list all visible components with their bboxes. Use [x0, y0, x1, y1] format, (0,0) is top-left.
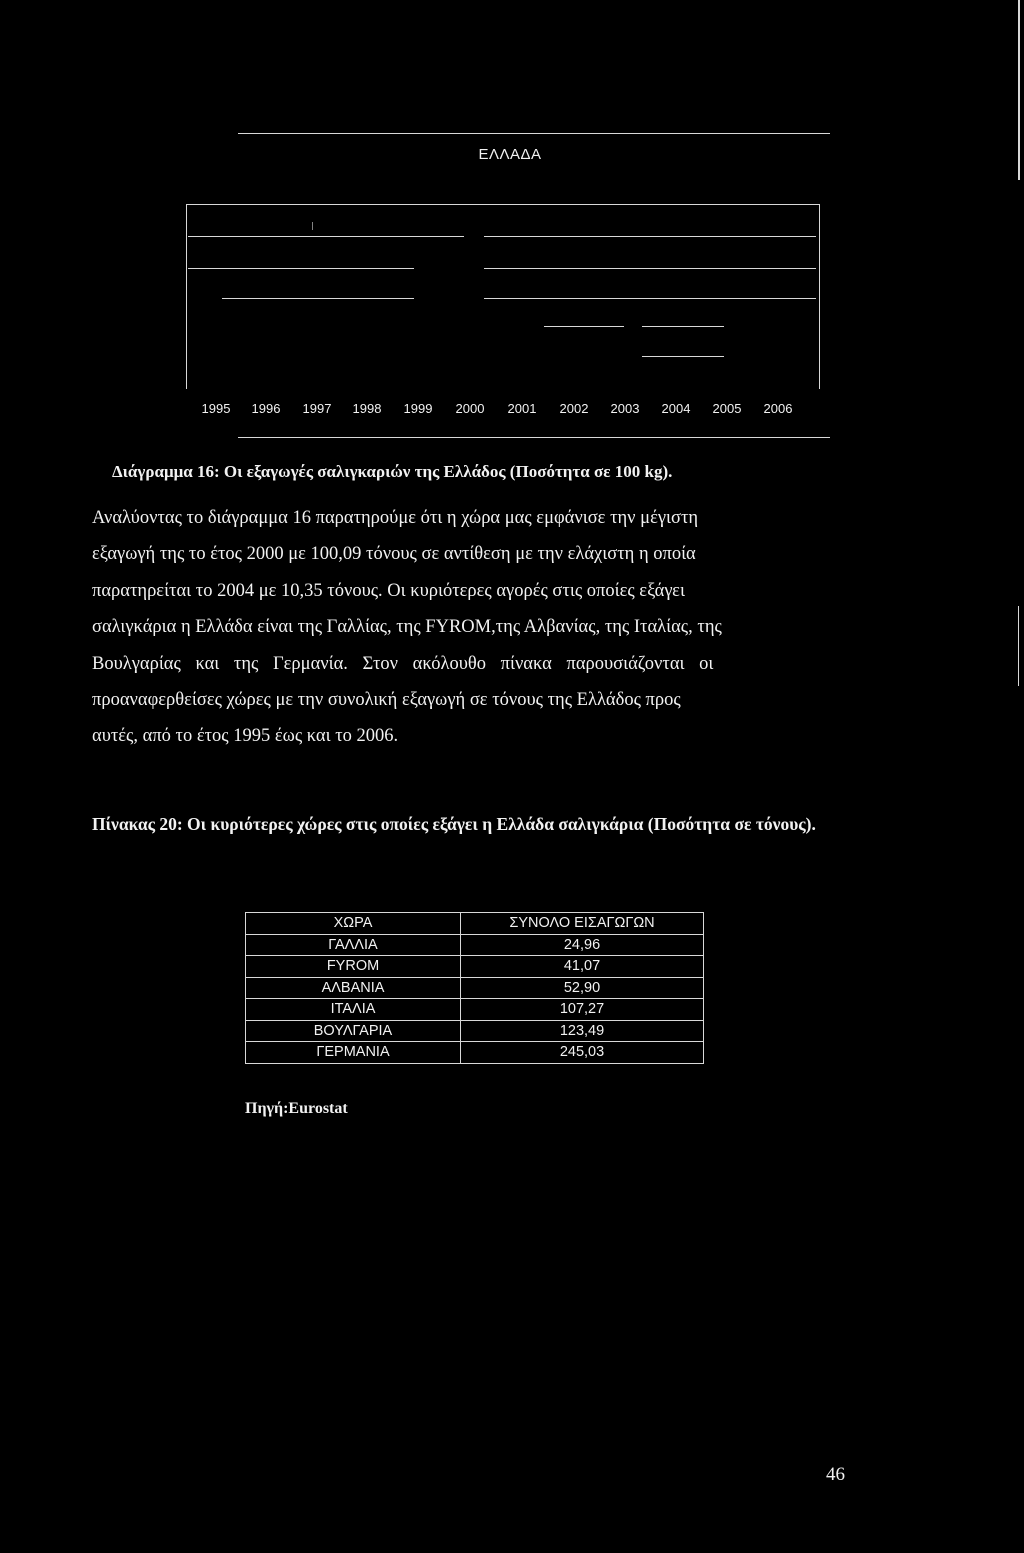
gridline: [642, 356, 724, 357]
gridline: [188, 268, 414, 269]
gridline: [188, 236, 464, 237]
x-tick-label: 2006: [763, 401, 793, 416]
value-cell: 123,49: [461, 1020, 704, 1042]
paragraph-line: παρατηρείται το 2004 με 10,35 τόνους. Οι κυριότερες αγορές στις οποίες εξάγει: [92, 580, 685, 601]
table-row: [246, 977, 704, 999]
x-tick-label: 1998: [352, 401, 382, 416]
value-cell: 52,90: [461, 977, 704, 999]
exports-table: [245, 912, 704, 1064]
scan-edge-mark: [1018, 606, 1019, 686]
table-row: [246, 1020, 704, 1042]
country-cell: ΓΑΛΛΙΑ: [246, 934, 461, 956]
table-row: [246, 956, 704, 978]
page-number: 46: [826, 1464, 845, 1485]
gridline: [484, 298, 816, 299]
country-cell: ΓΕΡΜΑΝΙΑ: [246, 1042, 461, 1064]
gridline: [544, 326, 624, 327]
x-tick-label: 2001: [507, 401, 537, 416]
country-cell: FYROM: [246, 956, 461, 978]
paragraph-line: εξαγωγή της το έτος 2000 με 100,09 τόνους σε αντίθεση με την ελάχιστη η οποία: [92, 544, 696, 565]
chart-top-rule: [238, 133, 830, 134]
grid-mark: [312, 222, 313, 230]
chart-title: ΕΛΛΑΔΑ: [478, 146, 542, 163]
gridline: [484, 268, 816, 269]
x-tick-label: 2003: [610, 401, 640, 416]
value-cell: 245,03: [461, 1042, 704, 1064]
table-row: [246, 934, 704, 956]
x-tick-label: 2000: [455, 401, 485, 416]
country-cell: ΑΛΒΑΝΙΑ: [246, 977, 461, 999]
scan-edge-mark: [1018, 0, 1020, 180]
paragraph-line: Αναλύοντας το διάγραμμα 16 παρατηρούμε ότι η χώρα μας εμφάνισε την μέγιστη: [92, 508, 699, 528]
x-tick-label: 1999: [403, 401, 433, 416]
value-cell: 41,07: [461, 956, 704, 978]
value-cell: 24,96: [461, 934, 704, 956]
column-header: ΧΩΡΑ: [246, 913, 461, 935]
gridline: [642, 326, 724, 327]
gridline: [222, 298, 414, 299]
x-tick-label: 2002: [559, 401, 589, 416]
country-cell: ΙΤΑΛΙΑ: [246, 999, 461, 1021]
paragraph-line: αυτές, από το έτος 1995 έως και το 2006.: [92, 726, 399, 747]
country-cell: ΒΟΥΛΓΑΡΙΑ: [246, 1020, 461, 1042]
paragraph-line: Βουλγαρίας και της Γερμανία. Στον ακόλουθο πίνακα παρουσιάζονται οι: [92, 653, 714, 674]
x-tick-label: 1995: [201, 401, 231, 416]
value-cell: 107,27: [461, 999, 704, 1021]
source-note: Πηγή:Eurostat: [245, 1100, 348, 1117]
gridline: [484, 236, 816, 237]
x-tick-label: 1997: [302, 401, 332, 416]
column-header: ΣΥΝΟΛΟ ΕΙΣΑΓΩΓΩΝ: [461, 913, 704, 935]
chart-bottom-rule: [238, 437, 830, 438]
table-row: [246, 999, 704, 1021]
paragraph-line: σαλιγκάρια η Ελλάδα είναι της Γαλλίας, της FYROM,της Αλβανίας, της Ιταλίας, της: [92, 617, 722, 638]
table-header-row: [246, 913, 704, 935]
x-tick-label: 2005: [712, 401, 742, 416]
chart-plot-area: [186, 204, 820, 389]
x-tick-label: 2004: [661, 401, 691, 416]
x-tick-label: 1996: [251, 401, 281, 416]
figure-caption: Διάγραμμα 16: Οι εξαγωγές σαλιγκαριών της Ελλάδος (Ποσότητα σε 100 kg).: [112, 462, 673, 481]
paragraph-line: προαναφερθείσες χώρες με την συνολική εξαγωγή σε τόνους της Ελλάδος προς: [92, 690, 681, 711]
body-paragraph: [92, 500, 866, 755]
table-row: [246, 1042, 704, 1064]
table-caption: Πίνακας 20: Οι κυριότερες χώρες στις οποίες εξάγει η Ελλάδα σαλιγκάρια (Ποσότητα σε τόνους).: [92, 814, 816, 834]
